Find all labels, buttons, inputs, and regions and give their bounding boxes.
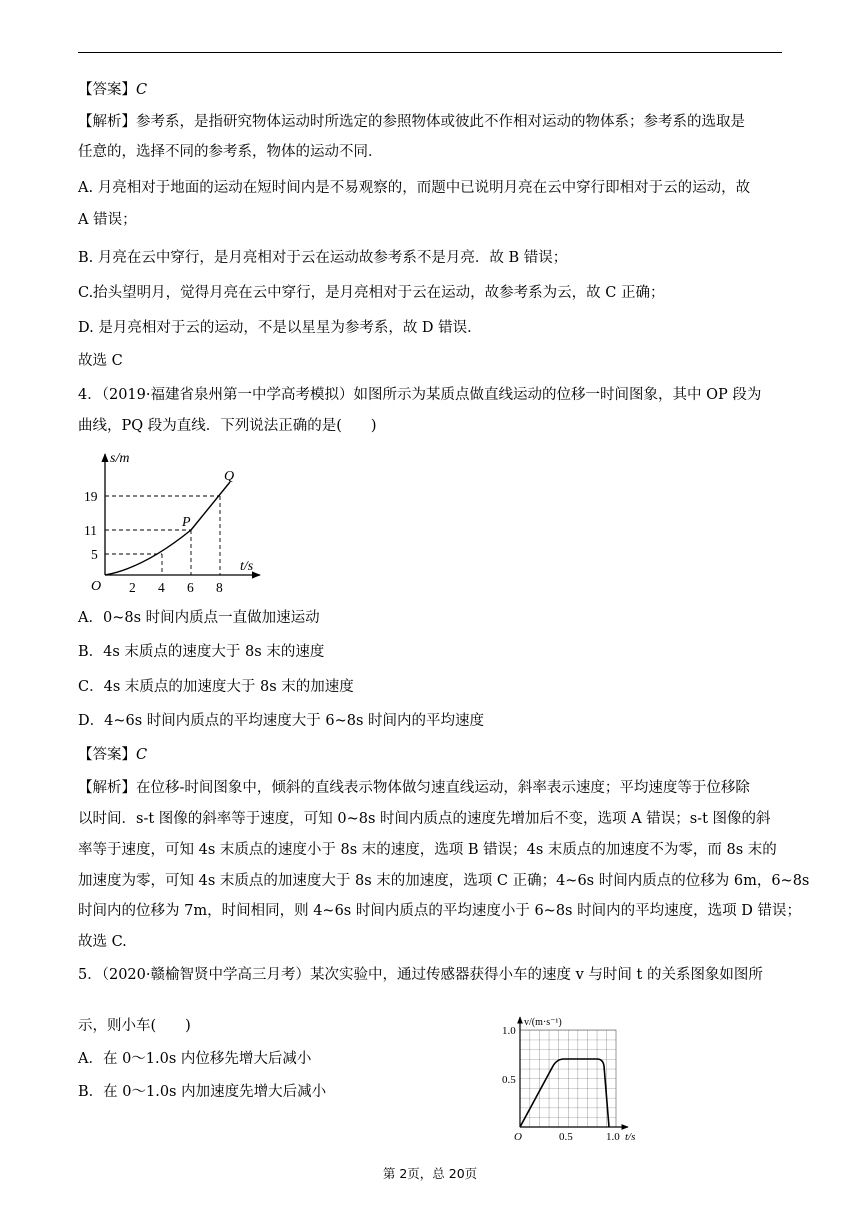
q3-option-c: C.抬头望明月，觉得月亮在云中穿行，是月亮相对于云在运动，故参考系为云，故 C 正确；	[78, 285, 665, 301]
q4-analysis-line3: 率等于速度，可知 4s 末质点的速度小于 8s 末的速度，选项 B 错误；4s 末质点的加速度不为零，而 8s 末的	[78, 842, 777, 858]
q4-ytick-19: 19	[84, 489, 98, 504]
q5-velocity-time-graph	[500, 1014, 650, 1144]
q4-analysis-line4: 加速度为零，可知 4s 末质点的加速度大于 8s 末的加速度，选项 C 正确；4~6s 时间内质点的位移为 6m，6~8s	[78, 873, 810, 889]
page-footer: 第 2页，总 20页	[382, 1166, 478, 1181]
q3-option-a-line2: A 错误；	[78, 212, 137, 228]
q5-option-b: B．在 0～1.0s 内加速度先增大后减小	[78, 1084, 327, 1100]
q4-y-label: s/m	[110, 451, 130, 466]
q3-option-a-line1: A. 月亮相对于地面的运动在短时间内是不易观察的，而题中已说明月亮在云中穿行即相对于云的运动，故	[78, 180, 751, 196]
q4-ytick-11: 11	[84, 523, 97, 538]
q5-ytick-1: 1.0	[502, 1025, 516, 1037]
q3-option-d: D. 是月亮相对于云的运动，不是以星星为参考系，故 D 错误．	[78, 320, 482, 336]
q3-option-b: B. 月亮在云中穿行，是月亮相对于云在运动故参考系不是月亮．故 B 错误；	[78, 250, 568, 266]
q4-line-pq	[191, 482, 230, 530]
q4-stem-line2: 曲线，PQ 段为直线．下列说法正确的是( )	[78, 418, 377, 434]
q5-ytick-05: 0.5	[502, 1074, 516, 1086]
q4-option-c: C．4s 末质点的加速度大于 8s 末的加速度	[78, 679, 354, 695]
q4-option-a: A．0~8s 时间内质点一直做加速运动	[78, 610, 320, 626]
q4-xtick-8: 8	[216, 580, 223, 595]
q4-point-p: P	[182, 515, 191, 530]
q5-option-a: A．在 0～1.0s 内位移先增大后减小	[78, 1051, 312, 1067]
q4-xtick-4: 4	[158, 580, 165, 595]
q4-analysis-line6: 故选 C.	[78, 934, 127, 950]
q5-grid	[520, 1030, 616, 1127]
q4-analysis-line2: 以时间．s-t 图像的斜率等于速度，可知 0~8s 时间内质点的速度先增加后不变，选项 A 错误；s-t 图像的斜	[78, 811, 771, 827]
q4-xtick-6: 6	[187, 580, 194, 595]
q4-stem-line1: 4．（2019·福建省泉州第一中学高考模拟）如图所示为某质点做直线运动的位移一时间图象，其中 OP 段为	[78, 387, 762, 403]
q3-answer: 【答案】C	[78, 82, 148, 98]
q4-x-label: t/s	[240, 559, 254, 574]
q3-analysis-line1: 【解析】参考系，是指研究物体运动时所选定的参照物体或彼此不作相对运动的物体系；参考系的选取是	[78, 114, 745, 130]
q4-analysis-line5: 时间内的位移为 7m，时间相同，则 4~6s 时间内质点的平均速度小于 6~8s 时间内的平均速度，选项 D 错误；	[78, 903, 801, 919]
q4-curve-op	[105, 530, 191, 575]
q4-analysis-line1: 【解析】在位移-时间图象中，倾斜的直线表示物体做匀速直线运动，斜率表示速度；平均速度等于位移除	[78, 780, 750, 796]
q5-stem-line1: 5．（2020·赣榆智贤中学高三月考）某次实验中，通过传感器获得小车的速度 v 与时间 t 的关系图象如图所	[78, 967, 763, 983]
q5-xtick-1: 1.0	[606, 1131, 620, 1143]
q4-point-q: Q	[224, 469, 235, 484]
q4-origin: O	[91, 579, 102, 594]
header-rule	[78, 52, 782, 53]
q5-x-label: t/s	[625, 1131, 636, 1143]
q5-y-label: v/(m·s⁻¹)	[524, 1017, 562, 1028]
q4-xtick-2: 2	[129, 580, 136, 595]
q5-origin: O	[514, 1131, 522, 1143]
q4-ytick-5: 5	[91, 547, 98, 562]
q5-stem-line2: 示，则小车( )	[78, 1018, 191, 1034]
q5-xtick-05: 0.5	[559, 1131, 573, 1143]
q4-position-time-graph	[84, 448, 274, 598]
q4-option-d: D．4~6s 时间内质点的平均速度大于 6~8s 时间内的平均速度	[78, 713, 485, 729]
q3-conclusion: 故选 C	[78, 353, 123, 369]
q4-option-b: B．4s 末质点的速度大于 8s 末的速度	[78, 644, 325, 660]
q3-analysis-line2: 任意的，选择不同的参考系，物体的运动不同．	[78, 144, 383, 160]
q4-answer: 【答案】C	[78, 747, 148, 763]
